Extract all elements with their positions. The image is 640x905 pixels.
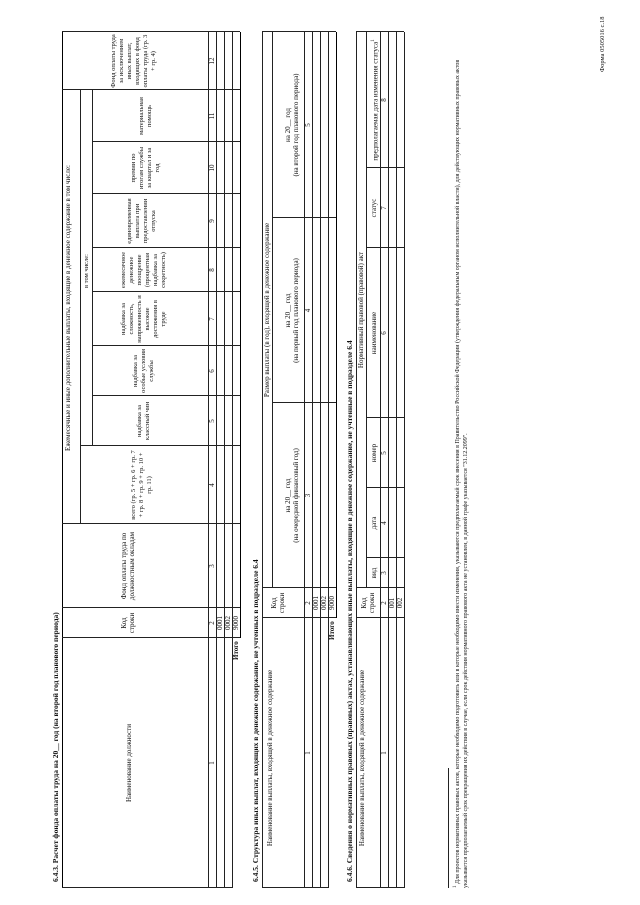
section-646-title: 6.4.6. Сведения о нормативных правовых (правовых) актах, устанавливающих иные выплаты, входящие в денежное содержание, не учтенные в подразделе 6.4: [345, 340, 354, 882]
col-8-header: ежемесячное денежное поощрение (процентная надбавка за секретность): [120, 251, 167, 289]
col-total-header: всего (гр. 5 + гр. 6 + гр. 7 + гр. 8 + гр. 9 + гр. 10 + гр. 11): [130, 450, 153, 520]
col-name-header: Наименование должности: [125, 724, 133, 802]
col-num: 1: [304, 751, 312, 755]
col-vid-header: вид: [370, 567, 378, 579]
col-num: 7: [208, 317, 216, 321]
col-num: 1: [208, 761, 216, 765]
col-num: 3: [304, 493, 312, 498]
row-code: 002: [396, 597, 404, 609]
total-label: Итого: [328, 621, 336, 640]
col-code-header: Код строки: [270, 592, 286, 614]
col-num: 9: [208, 219, 216, 223]
col-6-header: надбавка за особые условия службы: [132, 349, 155, 393]
col-num: 8: [208, 268, 216, 272]
col-pred-text: предполагаемая дата изменения статуса: [371, 41, 380, 161]
footnote-text: Для проектов нормативных правовых актов, которые необходимо подготовить или в которые необходимо внести изменения, указываются предполагаемый срок внесения в Правительство Российской Федерации (утверждения федеральным органом исполнительной власти), для действующих нормативных правовых актов указывается предполагаемый срок прекращения их действия в случае, если срок действия нормативного правового акта не установлен, в данной графе указывается "31.12.2099".: [455, 59, 469, 888]
total-code: 9000: [328, 596, 336, 610]
row-code: 0002: [224, 616, 232, 630]
group-header: Нормативный правовой (правовой) акт: [357, 251, 365, 369]
col-num: 5: [304, 123, 312, 127]
section-643-title: 6.4.3. Расчет фонда оплаты труда на 20__ год (на второй год планового периода): [51, 612, 60, 882]
year-1-sub: (на очередной финансовый год): [292, 448, 300, 543]
total-label: Итого: [232, 641, 240, 660]
row-code: 001: [388, 597, 396, 609]
row-code: 0001: [216, 616, 224, 630]
col-num: 5: [208, 419, 216, 423]
section-645-title: 6.4.5. Структура иных выплат, входящих в денежное содержание, не учтенных в подразделе 6.4: [251, 559, 260, 882]
year-2: на 20__ год: [284, 293, 292, 328]
col-7-header: надбавка за сложность, напряженность и высокие достижения в труде: [120, 295, 167, 343]
year-3: на 20__ год: [284, 108, 292, 142]
col-num: 11: [208, 112, 216, 120]
footnote-mark: 1: [453, 885, 458, 888]
col-num: 2: [304, 601, 312, 605]
col-incl-header: в том числе:: [83, 254, 90, 288]
footnote-rule: [448, 768, 449, 888]
footnote-ref: 1: [371, 39, 376, 42]
row-code: 0002: [320, 596, 328, 610]
col-num: 4: [208, 483, 216, 487]
col-code-header: Код строки: [120, 612, 136, 634]
col-num: 6: [380, 331, 388, 335]
col-num: 3: [208, 564, 216, 568]
total-code: 9000: [232, 616, 240, 630]
year-2-sub: (на первый год планового периода): [292, 258, 300, 363]
col-num: 3: [380, 571, 388, 575]
col-title-header: наименование: [370, 311, 378, 355]
group-header: Размер выплаты (в год), входящей в денежное содержание: [263, 222, 271, 398]
col-status-header: статус: [370, 198, 378, 218]
col-9-header: единовременная выплата при предоставлении отпуска: [126, 198, 157, 244]
col-num: 5: [380, 451, 388, 455]
group-header: Ежемесячные и иные дополнительные выплаты, входящие в денежное содержание в том числе:: [64, 165, 72, 451]
col-num: 4: [380, 521, 388, 525]
col-fund-header: Фонд оплаты труда по должностным окладам: [120, 531, 136, 601]
col-12-header: Фонд оплаты труда за исключением иных выплат, входящих в фонд оплаты труда (гр. 3 + гр. 4): [110, 34, 157, 88]
col-num: 2: [208, 621, 216, 625]
col-name-header: Наименование выплаты, входящей в денежное содержание: [266, 669, 274, 847]
year-3-sub: (на второй год планового периода): [292, 73, 300, 177]
col-num: 1: [380, 751, 388, 755]
col-code-header: Код строки: [360, 592, 376, 614]
rotated-sheet: [40, 18, 600, 888]
col-num: 4: [304, 308, 312, 313]
col-num-header: номер: [370, 443, 378, 463]
col-num: 6: [208, 369, 216, 373]
col-11-header: материальная помощь: [138, 97, 153, 135]
col-num: 2: [380, 601, 388, 605]
col-num: 10: [208, 164, 216, 172]
footnote: [452, 32, 470, 888]
form-label: Форма 0505016 с.18: [599, 16, 606, 72]
col-name-header: Наименование выплаты, входящей в денежное содержание: [358, 669, 366, 847]
row-code: 0001: [312, 596, 320, 610]
col-num: 12: [208, 57, 216, 65]
col-10-header: премии по итогам службы за квартал и за год: [130, 146, 161, 190]
col-5-header: надбавка за классный чин: [136, 401, 151, 441]
col-date-header: дата: [370, 516, 378, 530]
year-1: на 20__ год: [284, 478, 292, 513]
col-pred-header: [370, 32, 379, 168]
col-num: 8: [380, 98, 388, 102]
col-num: 7: [380, 206, 388, 210]
